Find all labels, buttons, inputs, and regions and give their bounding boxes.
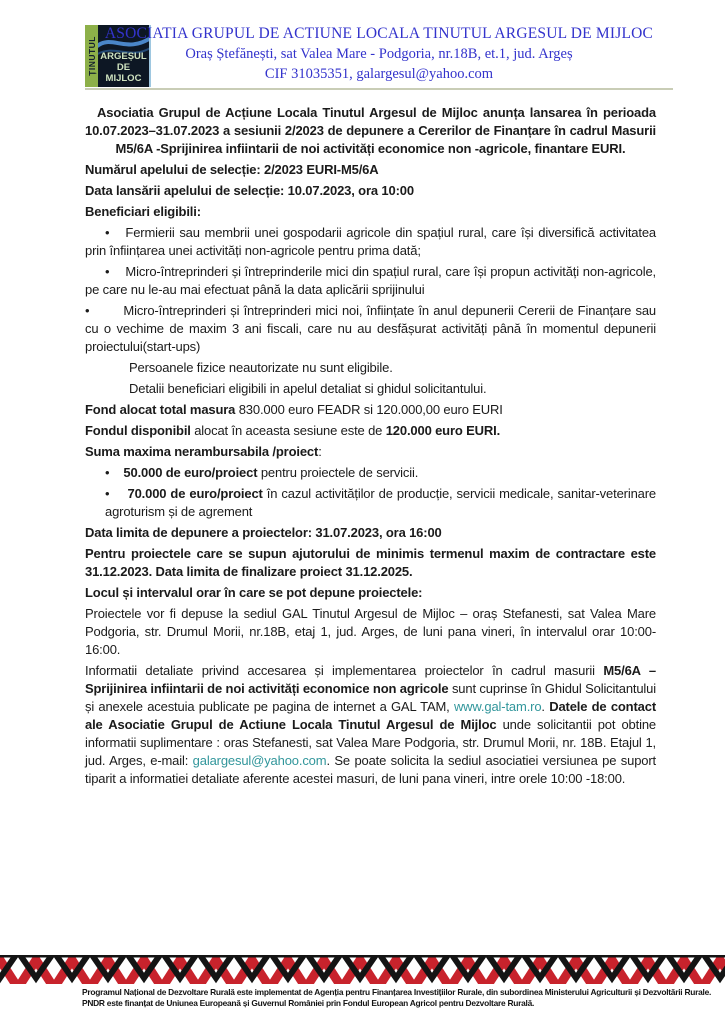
announcement-body — [85, 104, 656, 791]
logo-wordmark: ARGEȘUL DE MIJLOC — [100, 51, 147, 84]
minimis-paragraph: Pentru proiectele care se supun ajutorului de minimis termenul maxim de contractare este 31.12.2023. Data limita de finalizare proiect 31.12.2025. — [85, 546, 656, 579]
logo-vertical-text: ȚINUTUL — [86, 36, 97, 76]
contact-email-link[interactable]: galargesul@yahoo.com — [192, 753, 327, 768]
location-heading: Locul și intervalul orar în care se pot depune proiectele: — [85, 585, 423, 600]
association-title — [85, 24, 673, 84]
bullet-icon: • — [105, 264, 110, 279]
footer-line-1: Programul Național de Dezvoltare Rurală este implementat de Agenția pentru Finanțarea Investițiilor Rurale, din subordinea Ministerului Agriculturii și Dezvoltării Rurale. — [82, 987, 712, 997]
intro-paragraph: Asociatia Grupul de Acțiune Locala Tinutul Argesul de Mijloc anunța lansarea în perioada 10.07.2023–31.07.2023 a sesiunii 2/2023 de depunere a Cererilor de Finanțare în cadrul Masurii M5/6A -Sprijinirea infiintarii de noi activități economice non -agricole, finantare EURI. — [85, 105, 656, 156]
detailed-info-paragraph: Informatii detaliate privind accesarea și implementarea proiectelor în cadrul masurii M5/6A – Sprijinirea infiintarii de noi activități economice non agricole sunt cuprinse în Ghidul Solicitantului și anexele acestuia publicate pe pagina de internet a GAL TAM, www.gal-tam.ro. Datele de contact ale Asociatie Grupul de Actiune Locala Tinutul Argesul de Mijloc unde solicitantii pot obtine informatii suplimentare : oras Stefanesti, sat Valea Mare Podgoria, str. Drumul Morii, nr. 18B. Etajul 1, jud. Arges, e-mail: galargesul@yahoo.com. Se poate solicita la sediul asociatiei versiunea pe suport tiparit a informatiei detaliate aferente acestei masuri, de luni pana vineri, intre orele 10:00 -18:00. — [85, 663, 657, 786]
title-line-3: CIF 31035351, galargesul@yahoo.com — [264, 66, 494, 82]
call-number-line: Numărul apelului de selecție: 2/2023 EURI-M5/6A — [85, 162, 379, 177]
bullet-icon: • — [105, 225, 110, 240]
folk-pattern-border — [0, 955, 725, 984]
available-fund-line: Fondul disponibil alocat în aceasta sesiune este de 120.000 euro EURI. — [85, 423, 501, 438]
launch-date-line: Data lansării apelului de selecție: 10.07.2023, ora 10:00 — [85, 183, 414, 198]
total-fund-line: Fond alocat total masura 830.000 euro FEADR si 120.000,00 euro EURI — [85, 402, 503, 417]
footer-disclaimer — [82, 987, 715, 1008]
beneficiary-bullet-2: • Micro-întreprinderi și întreprinderile mici din spațiul rural, care își propun activități non-agricole, pe care nu le-au mai efectuat până la data aplicării sprijinului — [85, 264, 656, 297]
beneficiaries-heading: Beneficiari eligibili: — [85, 204, 201, 219]
location-paragraph: Proiectele vor fi depuse la sediul GAL Tinutul Argesul de Mijloc – oraș Stefanesti, sat Valea Mare Podgoria, str. Drumul Morii, nr.18B, etaj 1, jud. Arges, de luni pana vineri, în intervalul orar 10:00-16:00. — [85, 606, 656, 657]
beneficiary-bullet-3: • Micro-întreprinderi și întreprinderi mici noi, înființate în anul depunerii Cererii de Finanțare sau cu o vechime de maxim 3 ani fiscali, care nu au desfășurat activități până în momentul depunerii proiectului(start-ups) — [85, 303, 656, 354]
footer-line-2: PNDR este finanțat de Uniunea Europeană și Guvernul României prin Fondul European Agricol pentru Dezvoltare Rurală. — [82, 997, 535, 1008]
deadline-line: Data limita de depunere a proiectelor: 31.07.2023, ora 16:00 — [85, 525, 442, 540]
bullet-icon: • — [105, 486, 110, 501]
bullet-icon: • — [85, 303, 90, 318]
title-line-2: Oraș Ștefănești, sat Valea Mare - Podgoria, nr.18B, et.1, jud. Argeș — [185, 46, 573, 62]
note-unauthorized-persons: Persoanele fizice neautorizate nu sunt eligibile. — [129, 360, 393, 375]
note-details-guide: Detalii beneficiari eligibili in apelul detaliat si ghidul solicitantului. — [129, 381, 487, 396]
header-divider — [85, 88, 673, 90]
amount-bullet-services: • 50.000 de euro/proiect pentru proiectele de servicii. — [105, 465, 419, 480]
gal-tam-website-link[interactable]: www.gal-tam.ro — [453, 699, 542, 714]
title-line-1: ASOCIATIA GRUPUL DE ACTIUNE LOCALA TINUTUL ARGESUL DE MIJLOC — [104, 25, 654, 42]
document-header — [85, 24, 673, 88]
amount-bullet-production: • 70.000 de euro/proiect în cazul activităților de producție, servicii medicale, sanitar-veterinare agroturism și de agrement — [105, 486, 656, 519]
max-amount-heading: Suma maxima nerambursabila /proiect: — [85, 444, 322, 459]
beneficiary-bullet-1: • Fermierii sau membrii unei gospodarii agricole din spațiul rural, care își diversifică activitatea prin înființarea unei activități non-agricole pentru prima dată; — [85, 225, 656, 258]
bullet-icon: • — [105, 465, 110, 480]
